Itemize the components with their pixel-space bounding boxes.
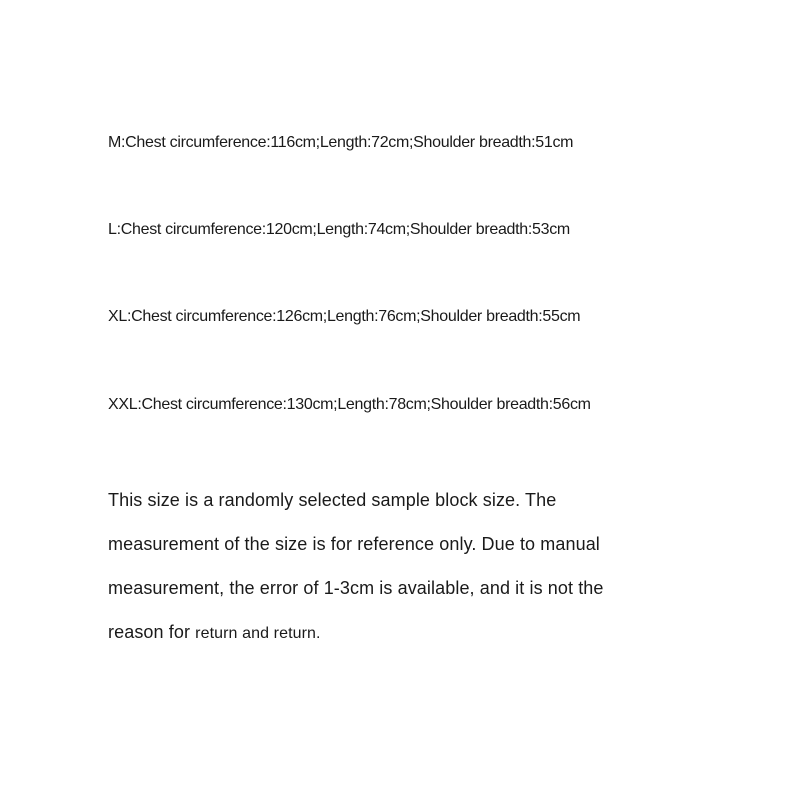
size-row-m: M:Chest circumference:116cm;Length:72cm;Shoulder breadth:51cm [108, 134, 574, 151]
size-row-xxl: XXL:Chest circumference:130cm;Length:78cm;Shoulder breadth:56cm [108, 396, 591, 413]
note-line-4-start: reason for [108, 622, 196, 642]
size-row-xl: XL:Chest circumference:126cm;Length:76cm;Shoulder breadth:55cm [108, 308, 581, 325]
note-line-4 [108, 610, 708, 656]
size-row-l: L:Chest circumference:120cm;Length:74cm;Shoulder breadth:53cm [108, 221, 570, 238]
note-line-1: This size is a randomly selected sample block size. The [108, 490, 557, 510]
note-line-4-end: return and return. [195, 625, 321, 642]
note-line-3: measurement, the error of 1-3cm is available, and it is not the [108, 578, 604, 598]
note-line-2: measurement of the size is for reference only. Due to manual [108, 534, 600, 554]
measurement-note [108, 478, 708, 656]
